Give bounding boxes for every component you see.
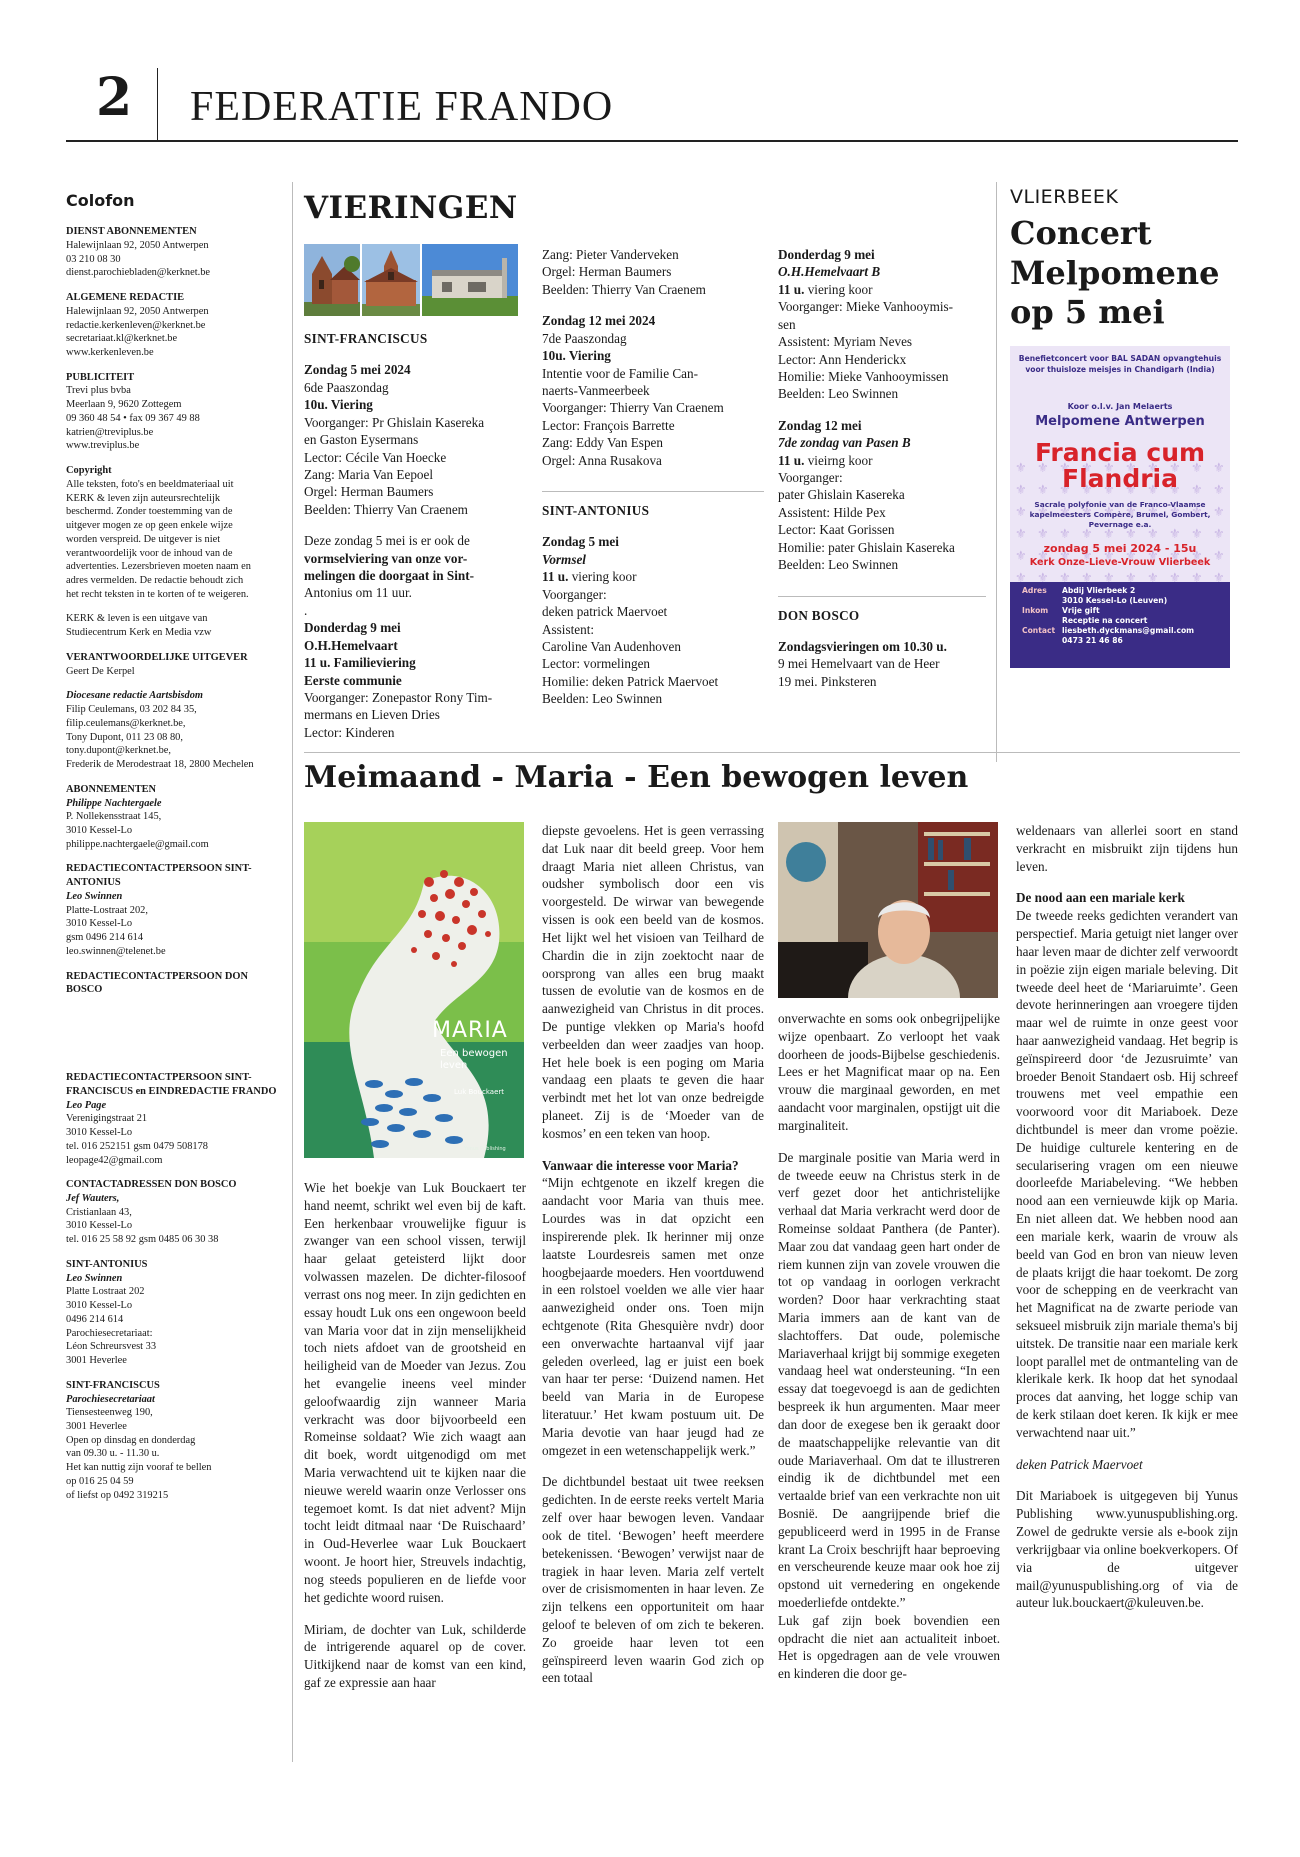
colofon-line: Halewijnlaan 92, 2050 Antwerpen — [66, 239, 209, 251]
author-photo — [778, 822, 998, 998]
poster-choir: Melpomene Antwerpen — [1035, 414, 1205, 429]
text-line: Lector: Kinderen — [304, 724, 395, 740]
service-occasion: O.H.Hemelvaart B — [778, 264, 881, 280]
colofon-line: op 016 25 04 59 — [66, 1475, 134, 1487]
colofon-section-heading: CONTACTADRESSEN DON BOSCO — [66, 1179, 237, 1191]
colofon-section — [66, 1178, 286, 1247]
book-subtitle-line: leven — [440, 1060, 468, 1071]
text-line: Zang: Eddy Van Espen — [542, 435, 663, 451]
colofon-line: Geert De Kerpel — [66, 665, 135, 677]
colofon-line: secretariaat.kl@kerknet.be — [66, 333, 178, 345]
colofon-line: Verenigingstraat 21 — [66, 1113, 148, 1125]
text-line: Lector: vormelingen — [542, 656, 651, 672]
text-line: Lector: Ann Henderickx — [778, 351, 907, 367]
concert-title-line: Melpomene — [1010, 253, 1220, 292]
poster-value: Vrije gift — [1062, 606, 1100, 616]
colofon-line: KERK & leven is een uitgave van — [66, 613, 208, 625]
article-rule — [304, 752, 1240, 753]
colofon-contact-name: Jef Wauters, — [66, 1192, 120, 1204]
colofon-line: Parochiesecretariaat: — [66, 1327, 153, 1339]
colofon-section — [66, 291, 286, 360]
text-line: Voorganger: Zonepastor Rony Tim- — [304, 690, 493, 706]
church-photo-1 — [304, 244, 360, 316]
colofon-line: leo.swinnen@telenet.be — [66, 945, 166, 957]
service-date: Donderdag 9 mei — [304, 620, 401, 636]
text-line: Assistent: Hilde Pex — [778, 504, 886, 520]
colofon-section — [66, 225, 286, 280]
colofon-section-heading: PUBLICITEIT — [66, 371, 135, 383]
colofon-line: Het kan nuttig zijn vooraf te bellen — [66, 1462, 212, 1474]
colofon-line: katrien@treviplus.be — [66, 426, 154, 438]
poster-value: Receptie na concert — [1062, 616, 1148, 626]
colofon-line: van 09.30 u. - 11.30 u. — [66, 1448, 160, 1460]
poster-key: Inkom — [1022, 606, 1049, 616]
service-kind: vieirng koor — [804, 452, 873, 468]
colofon-section — [66, 651, 286, 678]
colofon-section — [66, 1258, 286, 1368]
service-date: Zondag 5 mei 2024 — [304, 362, 411, 378]
article-paragraph: Wie het boekje van Luk Bouckaert ter hand neemt, schrikt wel even bij de kaft. Een herkenbaar vrouwelijke figuur is zwanger van een school vissen, terwijl haar gelaat geteisterd lijkt door volwassen mazelen. De dichter-filosoof verrast ons nog meer. In zijn gedichten en essay houdt Luk ons een ongewoon beeld van Maria voor dat in zijn menselijkheid toch niets afdoet van de grootsheid en heiligheid van de Moeder van Jezus. Zou het evangelie ineens veel minder geloofwaardig zijn wanneer Maria verkracht was door bijvoorbeeld een Romeinse soldaat? Wie zich waagt aan dit boek, wordt uitgenodigd om met Maria verwachtend uit te kijken naar die nieuwe wereld waarin onze Verlosser ons tegemoet komt. Is dat niet advent? Mijn tocht leidt ditmaal naar ‘De Ruischaard’ in Oud-Heverlee waar Luk Bouckaert woont. Je hoort hier, Streuvels indachtig, nog steeds populieren en de liefde voor het gedichte woord ruisen. — [304, 1180, 526, 1605]
text-line: en Gaston Eysermans — [304, 432, 419, 448]
poster-conductor: Koor o.l.v. Jan Melaerts — [1067, 402, 1173, 411]
text-line: Voorganger: Thierry Van Craenem — [542, 400, 724, 416]
colofon — [66, 190, 286, 1513]
colofon-line: 3010 Kessel-Lo — [66, 1127, 133, 1139]
poster-date: zondag 5 mei 2024 - 15u — [1043, 542, 1197, 555]
service-special: Eerste communie — [304, 672, 402, 688]
vieringen-column-1 — [304, 330, 524, 741]
colofon-contact-name: Leo Swinnen — [66, 890, 123, 902]
church-photo-3 — [422, 244, 518, 316]
service-lines — [778, 298, 1000, 403]
concert-title-line: op 5 mei — [1010, 293, 1165, 332]
poster-value: Abdij Vlierbeek 2 — [1062, 586, 1136, 595]
colofon-section-heading: SINT-ANTONIUS — [66, 1258, 148, 1270]
colofon-line: tel. 016 25 58 92 gsm 0485 06 30 38 — [66, 1234, 219, 1246]
colofon-line: verantwoordelijk voor de inhoud van de — [66, 547, 233, 559]
colofon-line: Meerlaan 9, 9620 Zottegem — [66, 399, 182, 411]
service-time: 11 u. Familieviering — [304, 655, 416, 671]
text-line: melingen die doorgaat in Sint- — [304, 568, 474, 584]
text-line: Lector: François Barrette — [542, 417, 675, 433]
text-line: vormselviering van onze vor- — [304, 550, 468, 566]
colofon-line: Open op dinsdag en donderdag — [66, 1434, 196, 1446]
colofon-section — [66, 464, 286, 601]
article-paragraph: De marginale positie van Maria werd in de tweede eeuw na Christus sterk in de verf gezet door het antichristelijke verhaal dat Maria verkracht werd door de Romeinse soldaat Panthera (de Panter). Maar zou dat vandaag geen hart onder de riem kunnen zijn van zovele vrouwen die tot op vandaag in oorlogen verkracht worden? Door haar verkrachting staat Maria immers aan de kant van de slachtoffers. Dat oude, polemische Mariaverhaal krijgt bij sommige exegeten vandaag heel wat ondersteuning. “In een essay dat toegevoegd is aan de gedichten bespreek ik hun argumenten. Maar meer dan door de exegese ben ik geraakt door de maatschappelijke relevantie van dit oude Mariaverhaal. Om dat te illustreren eindig ik de dichtbundel met een vertaalde brief van een verkrachte non uit Bosnië. De aangrijpende brief die gepubliceerd werd in 1995 in de Franse krant La Croix beschrijft haar beproeving en verscheurende keuze maar ook hoe zij opstond uit vernedering en ongekende moederliefde ontdekte.” — [778, 1149, 1000, 1610]
note-dot: . — [304, 602, 308, 618]
poster-benefit-line: Benefietconcert voor BAL SADAN opvangtehuis — [1018, 354, 1222, 363]
church-photo-2 — [362, 244, 420, 316]
text-line: Orgel: Herman Baumers — [542, 264, 672, 280]
service-occasion: 6de Paaszondag — [304, 379, 389, 395]
article-column-1 — [304, 1179, 526, 1706]
colofon-line: 3001 Heverlee — [66, 1355, 127, 1367]
colofon-section — [66, 1379, 286, 1503]
book-author: Luk Bouckaert — [454, 1088, 505, 1096]
vieringen-column-2 — [542, 246, 764, 708]
text-line: 19 mei. Pinksteren — [778, 673, 877, 689]
header-divider — [157, 68, 158, 140]
service-kind: viering koor — [568, 569, 637, 585]
article-paragraph: Dit Mariaboek is uitgegeven bij Yunus Publishing www.yunuspublishing.org. Zowel de gedrukte versie als e-book zijn verkrijgbaar via online boekverkopers. Of via de uitgever mail@yunuspublishing.org of via de auteur luk.bouckaert@kuleuven.be. — [1016, 1488, 1238, 1611]
vieringen-column-3 — [778, 246, 1000, 690]
article-column-4 — [1016, 822, 1238, 1626]
text-line: deken patrick Maervoet — [542, 604, 668, 620]
service-time: 11 u. — [542, 569, 569, 585]
text-line: sen — [778, 316, 796, 332]
text-line: Voorganger: — [778, 470, 843, 486]
book-cover — [304, 822, 524, 1158]
colofon-line: het recht teksten in te korten of te weigeren. — [66, 588, 249, 600]
header-rule — [66, 140, 1238, 142]
concert-location-label: VLIERBEEK — [1010, 186, 1119, 208]
column-divider — [996, 182, 997, 762]
colofon-section-heading: Diocesane redactie Aartsbisdom — [66, 690, 203, 702]
colofon-line: uitgever mogen ze op geen enkele wijze — [66, 520, 233, 532]
article-paragraph: Miriam, de dochter van Luk, schilderde de intrigerende aquarel op de cover. Uitkijkend naar de komst van een kind, gaf ze expressie aan haar — [304, 1621, 526, 1690]
article-column-3 — [778, 1010, 1000, 1697]
poster-description: Pevernage e.a. — [1088, 520, 1152, 529]
article-paragraph: De tweede reeks gedichten verandert van perspectief. Maria getuigt niet langer over haar leven maar de dichter zelf verwoordt in poëzie zijn eigen mariale beleving. Dit tweede deel heet de ‘Mariaruimte’. Geen devote herinneringen aan vroegere tijden maar wel de ruimte in onze geest voor haar aanwezigheid vandaag. Het begrip is geïnspireerd door ‘de Jezusruimte’ van broeder Benoit Standaert osb. Hij schreef trouwens met veel empathie een voorwoord voor dit Mariaboek. Deze dichtbundel is meer dan vrome poëzie. De huidige culturele kentering en de secularisering vragen om een nieuwe doorleefde Mariabeleving. “We hebben nood aan een vernieuwde kijk op Maria. En niet alleen dat. We hebben nood aan een mariale kerk, waarin de vrouw als beeld van God en bron van nieuw leven de plaats krijgt die haar toekomt. De zorg voor de schepping en de veerkracht van het Magnificat na de zwarte periode van seksueel misbruik zijn mariale thema's bij uitstek. De transitie naar een mariale kerk loopt parallel met de ontmanteling van de klerikale kerk. Ik hoop dat het synodaal proces dat aanving, het logge schip van de kerk stilaan doet keren. Ik kijk er mee verwachtend naar uit.” — [1016, 908, 1238, 1440]
poster-key: Adres — [1022, 586, 1047, 595]
service-date: Zondag 12 mei — [778, 417, 862, 433]
colofon-contact-name: Leo Page — [66, 1099, 107, 1111]
text-line: Beelden: Leo Swinnen — [778, 386, 899, 402]
colofon-line: Studiecentrum Kerk en Media vzw — [66, 627, 212, 639]
colofon-line: dienst.parochiebladen@kerknet.be — [66, 267, 211, 279]
concert-poster — [1010, 346, 1230, 668]
parish-heading: SINT-ANTONIUS — [542, 503, 650, 519]
poster-description: kapelmeesters Compère, Brumel, Gombert, — [1029, 510, 1211, 519]
service-time: 10u. Viering — [304, 397, 373, 413]
service-note: Zondagsvieringen om 10.30 u. — [778, 639, 947, 655]
text-line: Intentie voor de Familie Can- — [542, 365, 699, 381]
service-time: 10u. Viering — [542, 348, 611, 364]
colofon-line: advertenties. Lezersbrieven moeten naam en — [66, 561, 251, 573]
text-line: Beelden: Leo Swinnen — [778, 557, 899, 573]
poster-info-values — [1062, 586, 1194, 646]
poster-key: Contact — [1022, 626, 1056, 636]
text-line: Antonius om 11 uur. — [304, 585, 412, 601]
colofon-line: KERK & leven zijn auteursrechtelijk — [66, 492, 221, 504]
author-photo-art — [778, 822, 998, 998]
text-line: Homilie: pater Ghislain Kasereka — [778, 539, 955, 555]
parish-heading: SINT-FRANCISCUS — [304, 331, 428, 346]
poster-value: 0473 21 46 86 — [1062, 636, 1123, 646]
service-lines — [304, 414, 524, 519]
text-line: Zang: Maria Van Eepoel — [304, 466, 434, 482]
service-lines — [304, 689, 524, 741]
colofon-section-heading: REDACTIECONTACTPERSOON SINT-FRANCISCUS en EINDREDACTIE FRANDO — [66, 1072, 277, 1097]
colofon-line: 3010 Kessel-Lo — [66, 1220, 133, 1232]
colofon-line: Léon Schreursvest 33 — [66, 1341, 157, 1353]
poster-concert-title: Flandria — [1062, 464, 1178, 493]
colofon-line: 3010 Kessel-Lo — [66, 825, 133, 837]
colofon-line: tony.dupont@kerknet.be, — [66, 745, 171, 757]
colofon-line: Frederik de Merodestraat 18, 2800 Mechelen — [66, 759, 254, 771]
vormsel-note — [304, 532, 524, 602]
text-line: Orgel: Anna Rusakova — [542, 452, 662, 468]
colofon-line: adres vermelden. De redactie behoudt zich — [66, 575, 244, 586]
colofon-line: redactie.kerkenleven@kerknet.be — [66, 319, 206, 331]
service-occasion: 7de Paaszondag — [542, 330, 627, 346]
colofon-section — [66, 371, 286, 453]
poster-benefit-line: voor thuisloze meisjes in Chandigarh (India) — [1025, 365, 1215, 374]
text-line: Homilie: Mieke Vanhooymissen — [778, 368, 949, 384]
colofon-section — [66, 970, 286, 997]
poster-value: liesbeth.dyckmans@gmail.com — [1062, 626, 1195, 636]
service-lines — [778, 469, 1000, 574]
publication-title: FEDERATIE FRANDO — [190, 84, 614, 130]
article-paragraph: “Mijn echtgenote en ikzelf kregen die aandacht voor Maria van thuis mee. Lourdes was in dat opzicht een inspirerende plek. Ik herinner mij onze laatste Lourdesreis samen met onze hoogbejaarde moeders. Hen voortduwend in een rolstoel voelden we alle vier haar aanwezigheid onder ons. Toen mijn echtgenote (Rita Ghesquière nvdr) door een onverwachte hartaanval vijf jaar geleden overleed, lag er juist een boek van haar ter perse: ‘Duizend namen. Het beeld van Maria in de Europese literatuur.’ Het kwam postuum uit. De Maria devotie van haar jeugd had ze omgezet in een wetenschappelijk werk.” — [542, 1175, 764, 1458]
concert-title — [1010, 214, 1242, 333]
colofon-contact-name: Philippe Nachtergaele — [66, 797, 162, 809]
colofon-line: P. Nollekensstraat 145, — [66, 811, 162, 823]
service-occasion: O.H.Hemelvaart — [304, 637, 398, 653]
colofon-line: Platte Lostraat 202 — [66, 1286, 145, 1298]
service-lines — [778, 655, 1000, 690]
text-line: Deze zondag 5 mei is er ook de — [304, 533, 470, 549]
colofon-line: 3001 Heverlee — [66, 1420, 127, 1432]
colofon-line: 09 360 48 54 • fax 09 367 49 88 — [66, 412, 200, 424]
text-line: Beelden: Thierry Van Craenem — [304, 501, 468, 517]
text-line: mermans en Lieven Dries — [304, 707, 440, 723]
page-number: 2 — [96, 67, 133, 128]
book-subtitle — [440, 1048, 508, 1072]
colofon-line: www.treviplus.be — [66, 440, 140, 452]
colofon-line: Cristianlaan 43, — [66, 1206, 132, 1218]
text-line: Homilie: deken Patrick Maervoet — [542, 673, 719, 689]
colofon-line: Tiensesteenweg 190, — [66, 1407, 153, 1419]
article-paragraph: diepste gevoelens. Het is geen verrassing dat Luk naar dit beeld greep. Voor hem draagt Maria niet alleen Christus, van oudsher symbolisch door een vis voorgesteld. De wirwar van bewegende vissen is ook een beeld van de kosmos. Het lijkt wel het visioen van Teilhard de Chardin die in zijn zoektocht naar de oorsprong van alles een brug maakt tussen de evolutie van de kosmos en de aanwezigheid van Christus in dit proces. De puntige vlekken op Maria's hoofd verbeelden dan weer zaadjes van hoop. Het hele boek is een poging om Maria vandaag een plaats te geven die haar verbindt met het lot van onze bedreigde planeet. Zij is de ‘Moeder van de kosmos’ en een teken van hoop. — [542, 823, 764, 1141]
text-line: Voorganger: Pr Ghislain Kasereka — [304, 414, 485, 430]
book-cover-art — [304, 822, 524, 1158]
poster-concert-title: Francia cum — [1034, 438, 1206, 467]
colofon-line: philippe.nachtergaele@gmail.com — [66, 838, 209, 850]
text-line: Beelden: Thierry Van Craenem — [542, 281, 706, 297]
poster-value: 3010 Kessel-Lo (Leuven) — [1062, 596, 1168, 606]
service-date: Zondag 5 mei — [542, 534, 619, 550]
text-line: Voorganger: — [542, 586, 607, 602]
article-paragraph: De dichtbundel bestaat uit twee reeksen gedichten. In de eerste reeks vertelt Maria zelf over haar bewogen leven. Vandaar ook de titel. ‘Bewogen’ heeft meerdere betekenissen. ‘Bewogen’ verwijst naar de tragiek in haar leven. Maria zelf vertelt over de crisismomenten in haar leven. Ze zijn telkens een opportuniteit om haar geloof te beleven of om zich te bekeren. Zo groeide haar leven tot een geïnspireerd leven waarin God zich op een totaal — [542, 1474, 764, 1686]
book-title: MARIA — [432, 1018, 508, 1043]
text-line: Assistent: — [542, 621, 595, 637]
colofon-line: Halewijnlaan 92, 2050 Antwerpen — [66, 305, 209, 317]
service-kind: viering koor — [804, 281, 873, 297]
poster-info-keys — [1022, 586, 1055, 636]
colofon-line: Tony Dupont, 011 23 08 80, — [66, 731, 183, 743]
article-paragraph: weldenaars van allerlei soort en stand verkracht en misbruikt zijn tijdens hun leven. — [1016, 823, 1238, 874]
service-time: 11 u. — [778, 281, 805, 297]
text-line: Orgel: Herman Baumers — [304, 484, 434, 500]
text-line: naerts-Vanmeerbeek — [542, 382, 650, 398]
colofon-contact-name: Parochiesecretariaat — [66, 1393, 155, 1405]
poster-description: Sacrale polyfonie van de Franco-Vlaamse — [1034, 500, 1206, 509]
colofon-section-heading: REDACTIECONTACTPERSOON SINT-ANTONIUS — [66, 863, 252, 889]
colofon-section — [66, 783, 286, 852]
colofon-line: 03 210 08 30 — [66, 253, 121, 265]
service-date: Zondag 12 mei 2024 — [542, 313, 656, 329]
colofon-line: of liefst op 0492 319215 — [66, 1489, 169, 1501]
colofon-line: 3010 Kessel-Lo — [66, 918, 133, 930]
colofon-section-heading: DIENST ABONNEMENTEN — [66, 226, 197, 238]
article-paragraph: onverwachte en soms ook onbegrijpelijke wijze openbaart. Zo verloopt het vaak doorheen de joods-Bijbelse geschiedenis. Lees er het Magnificat maar op na. Een vrouw die marginaal geworden, en met aandacht voor marginalen, opstijgt uit die marginaliteit. — [778, 1011, 1000, 1133]
article-title: Meimaand - Maria - Een bewogen leven — [304, 760, 969, 795]
colofon-line: Filip Ceulemans, 03 202 84 35, — [66, 704, 197, 716]
colofon-section — [66, 1071, 286, 1167]
article-subheading: De nood aan een mariale kerk — [1016, 890, 1185, 906]
colofon-section-heading: REDACTIECONTACTPERSOON DON BOSCO — [66, 970, 248, 996]
colofon-contact-name: Leo Swinnen — [66, 1272, 123, 1284]
colofon-line: tel. 016 252151 gsm 0479 508178 — [66, 1140, 209, 1152]
colofon-section-heading: VERANTWOORDELIJKE UITGEVER — [66, 651, 248, 663]
text-line: 9 mei Hemelvaart van de Heer — [778, 656, 940, 672]
article-paragraph: Luk gaf zijn boek bovendien een opdracht die niet aan actualiteit inboet. Het is opgedragen aan de vele vrouwen en kinderen die door ge- — [778, 1612, 1000, 1682]
colofon-line: Alle teksten, foto's en beeldmateriaal uit — [66, 478, 234, 490]
colofon-section-heading: Copyright — [66, 465, 112, 477]
colofon-section — [66, 862, 286, 958]
colofon-line: Trevi plus bvba — [66, 385, 131, 397]
parish-heading: DON BOSCO — [778, 607, 860, 623]
text-line: pater Ghislain Kasereka — [778, 487, 905, 503]
book-publisher: Yunus Publishing — [464, 1146, 506, 1152]
colofon-line: 3010 Kessel-Lo — [66, 1300, 133, 1312]
book-subtitle-line: Een bewogen — [440, 1048, 508, 1059]
colofon-section-heading: ABONNEMENTEN — [66, 783, 157, 795]
colofon-section — [66, 689, 286, 771]
service-occasion: Vormsel — [542, 551, 586, 567]
article-signature: deken Patrick Maervoet — [1016, 1456, 1143, 1472]
colofon-line: www.kerkenleven.be — [66, 346, 154, 358]
colofon-line: worden verspreid. De uitgever is niet — [66, 533, 221, 545]
article-subheading: Vanwaar die interesse voor Maria? — [542, 1157, 739, 1173]
service-date: Donderdag 9 mei — [778, 247, 875, 262]
colofon-section-heading: SINT-FRANCISCUS — [66, 1379, 160, 1391]
service-lines — [542, 586, 764, 708]
colofon-sections — [66, 225, 286, 1502]
colofon-line: Platte-Lostraat 202, — [66, 904, 148, 916]
colofon-line: 0496 214 614 — [66, 1313, 124, 1325]
colofon-line: beschermd. Zonder toestemming van de — [66, 506, 233, 518]
vieringen-title: VIERINGEN — [304, 190, 518, 226]
text-line: Lector: Kaat Gorissen — [778, 522, 895, 538]
service-lines — [542, 365, 764, 470]
text-line: Zang: Pieter Vanderveken — [542, 247, 679, 262]
service-lines — [542, 246, 764, 298]
column-divider — [292, 182, 293, 1762]
service-occasion: 7de zondag van Pasen B — [778, 435, 911, 451]
concert-title-line: Concert — [1010, 214, 1152, 252]
text-line: Beelden: Leo Swinnen — [542, 691, 663, 707]
article-column-2 — [542, 822, 764, 1701]
colofon-line: leopage42@gmail.com — [66, 1154, 163, 1166]
text-line: Lector: Cécile Van Hoecke — [304, 449, 447, 465]
colofon-line: filip.ceulemans@kerknet.be, — [66, 717, 186, 729]
text-line: Caroline Van Audenhoven — [542, 639, 681, 655]
colofon-section-heading: ALGEMENE REDACTIE — [66, 292, 185, 304]
text-line: Assistent: Myriam Neves — [778, 334, 913, 350]
service-time: 11 u. — [778, 452, 805, 468]
colofon-title: Colofon — [66, 191, 135, 210]
text-line: Voorganger: Mieke Vanhooymis- — [778, 299, 954, 315]
colofon-line: gsm 0496 214 614 — [66, 932, 144, 944]
colofon-section — [66, 612, 286, 639]
poster-venue: Kerk Onze-Lieve-Vrouw Vlierbeek — [1029, 557, 1211, 568]
